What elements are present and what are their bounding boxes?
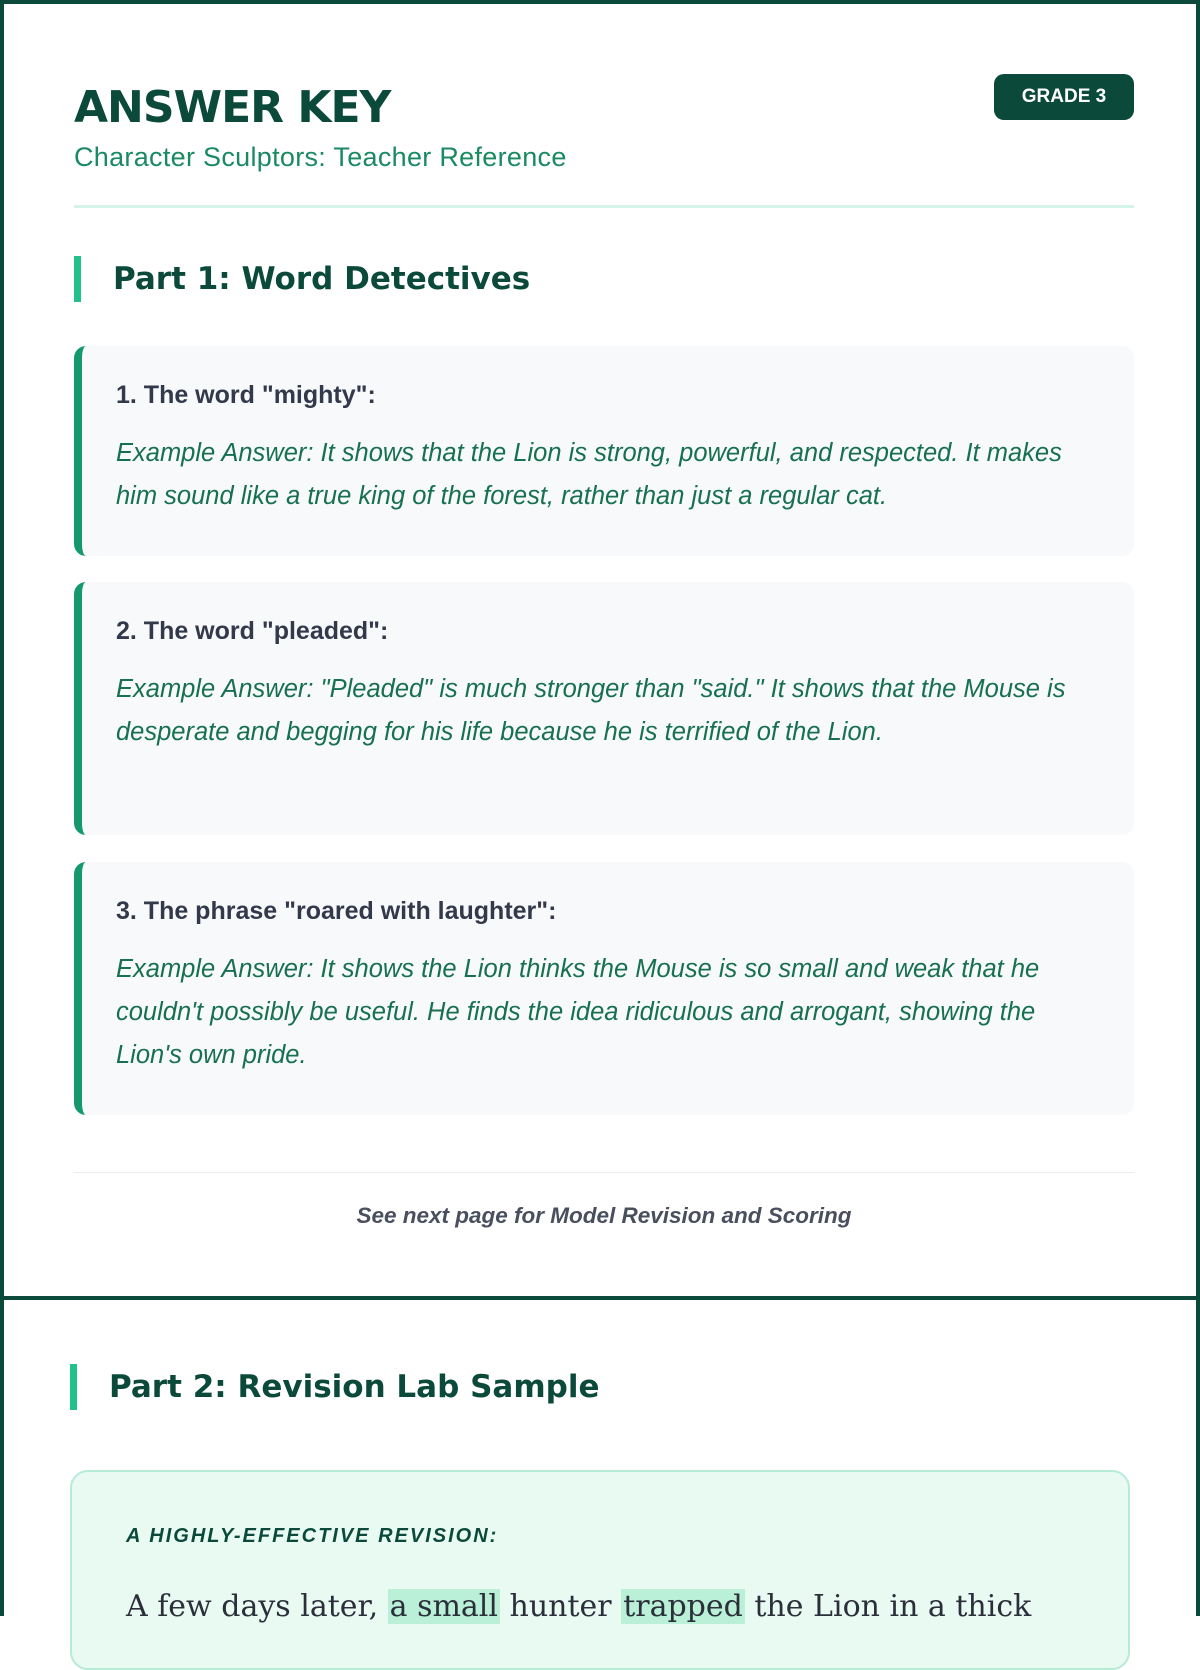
part2-heading: Part 2: Revision Lab Sample (70, 1364, 599, 1410)
grade-badge: GRADE 3 (994, 74, 1134, 120)
highlighted-word: a small (389, 1589, 498, 1624)
answer-card-1 (74, 346, 1134, 556)
answer-text-3: Example Answer: It shows the Lion thinks the Mouse is so small and weak that he couldn't possibly be useful. He finds the idea ridiculous and arrogant, showing the Lion's own pride. (116, 955, 1040, 1069)
page-subtitle: Character Sculptors: Teacher Reference (74, 142, 567, 172)
revision-sample-box (70, 1470, 1130, 1670)
answer-label-3: 3. The phrase "roared with laughter": (116, 897, 557, 925)
revision-text (126, 1584, 1086, 1630)
revision-label: A HIGHLY-EFFECTIVE REVISION: (126, 1525, 499, 1547)
next-page-note: See next page for Model Revision and Scoring (356, 1203, 852, 1228)
answer-card-3 (74, 862, 1134, 1115)
answer-card-2 (74, 582, 1134, 835)
part1-heading: Part 1: Word Detectives (74, 256, 530, 302)
answer-label-1: 1. The word "mighty": (116, 381, 376, 409)
page-title: ANSWER KEY (74, 82, 391, 133)
answer-label-2: 2. The word "pleaded": (116, 617, 389, 645)
highlighted-word: trapped (623, 1589, 743, 1624)
document-header (74, 74, 1134, 208)
answer-text-2: Example Answer: "Pleaded" is much stronger than "said." It shows that the Mouse is desperate and begging for his life because he is terrified of the Lion. (116, 675, 1066, 746)
revision-segment: the Lion in a thick (744, 1589, 1032, 1624)
revision-segment: A few days later, (126, 1589, 388, 1624)
footer-divider (74, 1172, 1134, 1173)
answer-text-1: Example Answer: It shows that the Lion is strong, powerful, and respected. It makes him sound like a true king of the forest, rather than just a regular cat. (116, 439, 1062, 510)
revision-segment: hunter (500, 1589, 622, 1624)
